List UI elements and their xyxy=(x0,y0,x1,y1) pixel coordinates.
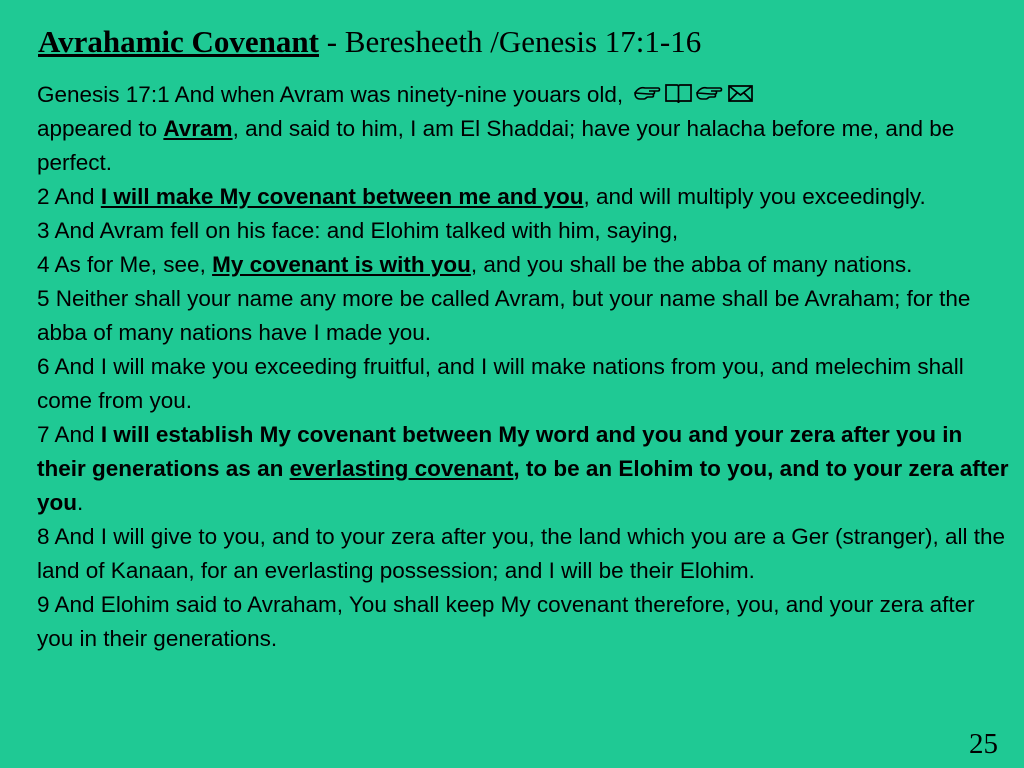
verse-1-name-avram: Avram xyxy=(163,116,233,141)
verse-4 xyxy=(37,248,1017,282)
verse-7-emphasis-end: , to be an Elohim to you, and to your zera after you xyxy=(37,456,1009,515)
hand-point-icon xyxy=(633,82,662,104)
scripture-text xyxy=(37,78,1017,656)
page-number: 25 xyxy=(969,728,998,760)
verse-3: 3 And Avram fell on his face: and Elohim talked with him, saying, xyxy=(37,218,679,243)
verse-7-everlasting-covenant: everlasting covenant xyxy=(289,456,514,481)
verse-4-emphasis: My covenant is with you xyxy=(212,252,471,277)
verse-1 xyxy=(37,78,1017,180)
envelope-icon xyxy=(726,82,755,104)
verse-7-emphasis-start: I will establish My covenant between My word and you and your zera after you in their generations as an xyxy=(37,422,963,481)
verse-5: 5 Neither shall your name any more be called Avram, but your name shall be Avraham; for the abba of many nations have I made you. xyxy=(37,286,971,345)
verse-7-lead: 7 And xyxy=(37,422,101,447)
verse-6: 6 And I will make you exceeding fruitful, and I will make nations from you, and melechim shall come from you. xyxy=(37,354,964,413)
divine-name-glyphs xyxy=(633,82,755,104)
verse-2-text-end: , and will multiply you exceedingly. xyxy=(583,184,926,209)
open-book-icon xyxy=(664,82,693,104)
verse-2 xyxy=(37,180,1017,214)
verse-8: 8 And I will give to you, and to your zera after you, the land which you are a Ger (stranger), all the land of Kanaan, for an everlasting possession; and I will be their Elohim. xyxy=(37,524,1006,583)
verse-2-lead: 2 And xyxy=(37,184,101,209)
verse-4-lead: 4 As for Me, see, xyxy=(37,252,213,277)
verse-7-period: . xyxy=(77,490,84,515)
hand-point-icon xyxy=(695,82,724,104)
verse-1-text-start: Genesis 17:1 And when Avram was ninety-nine youars old, xyxy=(37,82,630,107)
verse-9: 9 And Elohim said to Avraham, You shall keep My covenant therefore, you, and your zera after you in their generations. xyxy=(37,592,975,651)
verse-2-emphasis: I will make My covenant between me and you xyxy=(100,184,584,209)
verse-7 xyxy=(37,418,1017,520)
verse-1-text-mid: appeared to xyxy=(37,116,164,141)
verse-4-text-end: , and you shall be the abba of many nations. xyxy=(470,252,913,277)
slide-title-subtitle: - Beresheeth /Genesis 17:1-16 xyxy=(318,24,702,59)
verse-1-text-end: , and said to him, I am El Shaddai; have your halacha before me, and be perfect. xyxy=(37,116,955,175)
slide-title-main: Avrahamic Covenant xyxy=(38,24,319,59)
slide-title xyxy=(38,22,701,62)
